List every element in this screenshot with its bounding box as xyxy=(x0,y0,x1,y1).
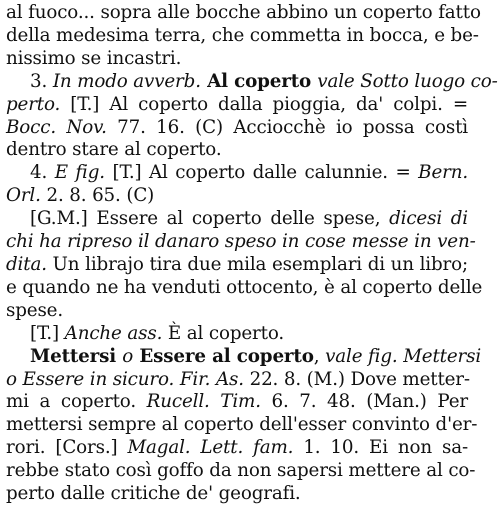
text-line xyxy=(6,117,468,140)
text-segment: rori. [Cors.] xyxy=(6,437,128,459)
text-segment: [G.M.] Essere al coperto delle spese, xyxy=(30,208,390,230)
italic-text: Bocc. Nov. xyxy=(6,116,107,138)
italic-text: Rucell. Tim. xyxy=(146,391,261,413)
text-segment: al fuoco... sopra alle bocche abbino un coperto fatto xyxy=(6,2,481,23)
text-line xyxy=(6,185,468,208)
headword-text: Essere al coperto xyxy=(133,345,314,367)
text-segment: Un librajo tira due mila esemplari di un libro; xyxy=(46,253,468,275)
italic-text: Orl. xyxy=(6,185,41,207)
text-segment: e quando ne ha venduti ottocento, è al coperto delle xyxy=(6,276,483,298)
text-line xyxy=(6,276,483,300)
text-segment: mi a coperto. xyxy=(6,391,147,413)
headword-text: Al coperto xyxy=(200,70,318,92)
text-segment: 3. xyxy=(30,70,53,92)
text-segment: 1. 10. Ei non sa- xyxy=(293,437,468,459)
italic-text: dita. xyxy=(6,253,47,275)
text-segment: dentro stare al coperto. xyxy=(6,139,222,161)
italic-text: vale fig. Mettersi xyxy=(325,345,482,367)
text-segment: 22. 8. (M.) Dove metter- xyxy=(243,368,470,390)
italic-text: Bern. xyxy=(418,162,468,184)
italic-text: Anche ass. xyxy=(64,322,163,344)
text-line xyxy=(6,162,468,185)
italic-text: Magal. Lett. fam. xyxy=(127,437,294,459)
italic-text: E fig. xyxy=(54,162,105,184)
text-line xyxy=(6,460,476,483)
text-segment: della medesima terra, che commetta in bocca, e be- xyxy=(6,24,479,46)
text-segment: [T.] Al coperto dalle calunnie. = xyxy=(104,162,419,184)
text-segment: nissimo se incastri. xyxy=(6,47,182,69)
italic-text: vale Sotto luogo co- xyxy=(317,70,498,92)
text-segment: mettersi sempre al coperto dell'esser convinto d'er- xyxy=(6,414,478,436)
text-segment: spese. xyxy=(6,299,64,321)
text-line xyxy=(6,24,479,48)
text-segment: 2. 8. 65. (C) xyxy=(40,185,155,207)
text-line xyxy=(6,70,498,94)
text-line xyxy=(6,483,468,506)
text-line xyxy=(6,300,468,323)
text-line xyxy=(6,2,481,25)
italic-text: o xyxy=(122,345,134,367)
dictionary-entry-text xyxy=(6,2,498,506)
italic-text: In modo avverb. xyxy=(52,70,201,92)
text-segment: [T.] xyxy=(30,322,65,344)
italic-text: perto. xyxy=(6,93,61,115)
text-line xyxy=(6,48,468,71)
text-line xyxy=(6,254,468,277)
text-segment: [T.] Al coperto dalla pioggia, da' colpi. = xyxy=(60,93,468,115)
text-segment: 6. 7. 48. (Man.) Per xyxy=(260,391,468,413)
text-segment: rebbe stato così goffo da non sapersi mettere al co- xyxy=(6,460,476,482)
text-line xyxy=(6,369,468,392)
text-line xyxy=(6,437,468,460)
text-line xyxy=(6,323,468,346)
text-line xyxy=(6,139,468,162)
italic-text: chi ha ripreso il danaro speso in cose messe in ven- xyxy=(6,231,476,253)
text-line xyxy=(6,414,478,437)
text-segment: 77. 16. (C) Acciocchè io possa costì xyxy=(106,116,468,138)
text-segment: perto dalle critiche de' geografi. xyxy=(6,483,301,505)
text-line xyxy=(6,94,468,117)
text-segment: È al coperto. xyxy=(162,322,285,344)
text-segment: 4. xyxy=(30,162,55,184)
text-line xyxy=(6,231,476,254)
text-line xyxy=(6,345,482,369)
italic-text: o Essere in sicuro. Fir. As. xyxy=(6,368,244,390)
text-segment: , xyxy=(313,345,326,367)
italic-text: dicesi di xyxy=(389,208,468,230)
text-line xyxy=(6,208,468,231)
headword-text: Mettersi xyxy=(30,345,123,367)
text-line xyxy=(6,391,468,414)
